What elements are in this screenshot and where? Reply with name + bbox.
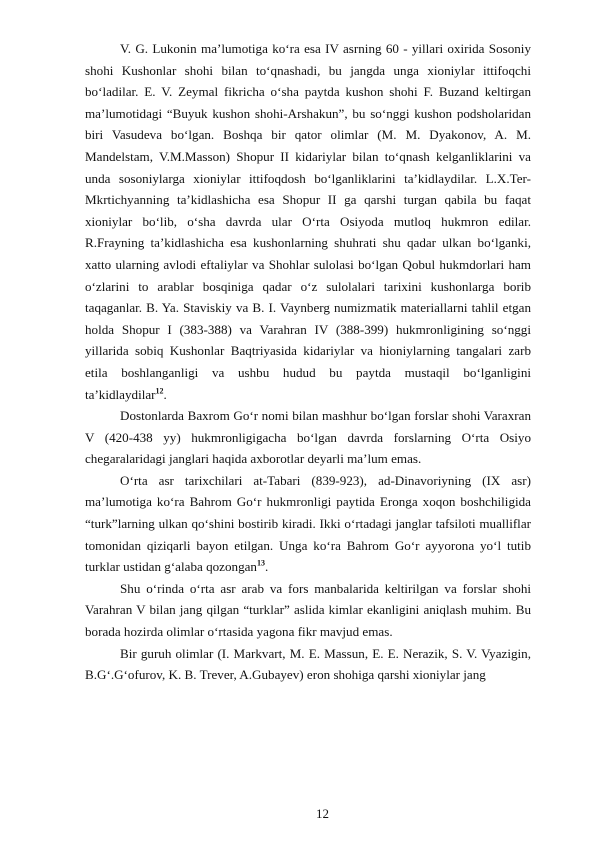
paragraph-3-end: . <box>264 559 269 575</box>
document-body <box>85 38 531 686</box>
paragraph-1-end: . <box>163 386 167 402</box>
paragraph-4 <box>85 578 531 643</box>
footnote-marker-12[interactable]: 12 <box>155 386 164 396</box>
paragraph-1-text: V. G. Lukonin ma’lumotiga ko‘ra esa IV asrning 60 - yillari oxirida Sosoniy shohi Kushonlar shohi bilan to‘qnashadi, bu jangda unga xioniylar ittifoqchi bo‘ladilar. E. V. Zeymal fikricha o‘sha paytda kushon shohi F. Buzand keltirgan ma’lumotidagi “Buyuk kushon shohi-Arshakun”, bu so‘nggi kushon podsholaridan biri Vasudeva bo‘lgan. Boshqa bir qator olimlar (M. M. Dyakonov, A. M. Mandelstam, V.M.Masson) Shopur II kidariylar bilan to‘qnash kelganliklarini va unda sosoniylarga xioniylar ittifoqdosh bo‘lganliklarini ta’kidlaydilar. L.X.Ter-Mkrtichyanning ta’kidlashicha esa Shopur II ga qarshi turgan qabila bu faqat xioniylar bo‘lib, o‘sha davrda ular O‘rta Osiyoda mutloq hukmron edilar. R.Frayning ta’kidlashicha esa kushonlarning shuhrati shu qadar ulkan bo‘lganki, xatto ularning avlodi eftaliylar va Shohlar sulolasi bo‘lgan Qobul hukmdorlari ham o‘zlarini to arablar bosqiniga qadar o‘z sulolalari tarixini kushonlarga borib taqaganlar. B. Ya. Staviskiy va B. I. Vaynberg numizmatik materiallarni tahlil etgan holda Shopur I (383-388) va Varahran IV (388-399) hukmronligining so‘nggi yillarida sobiq Kushonlar Baqtriyasida kidariylar va hioniylarning tangalari zarb etila boshlanganligi va ushbu hudud bu paytda mustaqil bo‘lganligini ta’kidlaydilar <box>85 41 531 402</box>
paragraph-3 <box>85 470 531 578</box>
paragraph-1 <box>85 38 531 405</box>
paragraph-2-text: Dostonlarda Baxrom Go‘r nomi bilan mashhur bo‘lgan forslar shohi Varaxran V (420-438 yy) hukmronligigacha bo‘lgan davrda forslarning O‘rta Osiyo chegaralaridagi janglari haqida axborotlar deyarli ma’lum emas. <box>85 408 531 467</box>
paragraph-2 <box>85 405 531 470</box>
paragraph-5-text: Bir guruh olimlar (I. Markvart, M. E. Massun, E. E. Nerazik, S. V. Vyazigin, B.G‘.G‘ofurov, K. B. Trever, A.Gubayev) eron shohiga qarshi xioniylar jang <box>85 645 531 683</box>
paragraph-5 <box>85 643 531 686</box>
paragraph-4-text: Shu o‘rinda o‘rta asr arab va fors manbalarida keltirilgan va forslar shohi Varahran V bilan jang qilgan “turklar” aslida kimlar ekanligini aniqlash muhim. Bu borada hozirda olimlar o‘rtasida yagona fikr mavjud emas. <box>85 580 531 640</box>
page-number: 12 <box>316 806 329 821</box>
footnote-marker-13[interactable]: 13 <box>256 558 265 568</box>
paragraph-3-text: O‘rta asr tarixchilari at-Tabari (839-923), ad-Dinavoriyning (IX asr) ma’lumotiga ko‘ra Bahrom Go‘r hukmronligi paytida Eronga xoqon boshchiligida “turk”larning ulkan qo‘shini bostirib kiradi. Ikki o‘rtadagi janglar tafsiloti mualliflar tomonidan qiziqarli bayon etilgan. Unga ko‘ra Bahrom Go‘r ayyorona yo‘l tutib turklar ustidan g‘alaba qozongan <box>85 472 531 575</box>
